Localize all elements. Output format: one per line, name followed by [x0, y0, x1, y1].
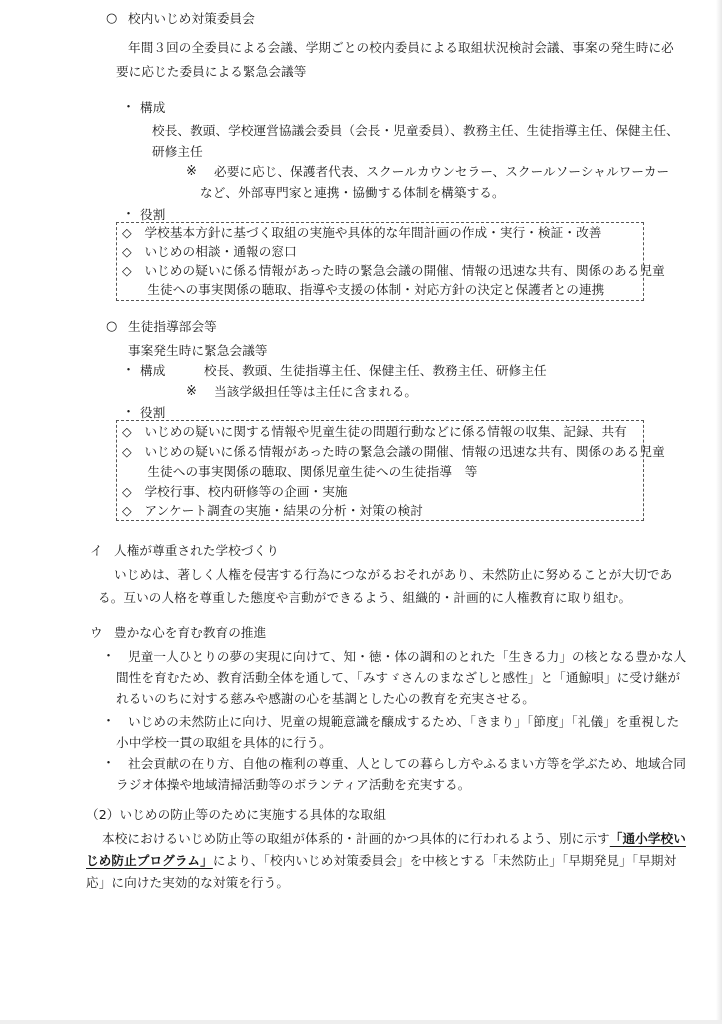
role-item: ◇ いじめの疑いに係る情報があった時の緊急会議の開催、情報の迅速な共有、関係のある児童 [122, 444, 665, 459]
composition-members: 校長、教頭、生徒指導主任、保健主任、教務主任、研修主任 [204, 363, 547, 378]
committee-desc-line2: 要に応じた委員による緊急会議等 [116, 64, 307, 79]
dot-bullet-icon: ・ [122, 405, 136, 420]
note-line1: 必要に応じ、保護者代表、スクールカウンセラー、スクールソーシャルワーカー [214, 164, 670, 179]
role-item: ◇ 学校行事、校内研修等の企画・実施 [122, 484, 348, 499]
composition-line1: 校長、教頭、学校運営協議会委員（会長・児童委員）、教務主任、生徒指導主任、保健主任、 [152, 123, 679, 138]
role-item: ◇ アンケート調査の実施・結果の分析・対策の検討 [122, 503, 423, 518]
heart-education-heading: 豊かな心を育む教育の推進 [114, 625, 267, 640]
role-item: ◇ いじめの疑いに関する情報や児童生徒の問題行動などに係る情報の収集、記録、共有 [122, 424, 627, 439]
dot-bullet-icon: ・ [102, 649, 116, 664]
bullet2-line1: いじめの未然防止に向け、児童の規範意識を醸成するため、「きまり」「節度」「礼儀」を重視した [128, 714, 680, 729]
prevention-line2-text: により、「校内いじめ対策委員会」を中核とする「未然防止」「早期発見」「早期対 [212, 853, 677, 868]
section-mark-i: イ [90, 543, 103, 558]
program-name-highlight: 「通小学校い [609, 831, 686, 846]
note-line: 当該学級担任等は主任に含まれる。 [214, 384, 418, 399]
committee-heading: 校内いじめ対策委員会 [128, 11, 255, 26]
role-label: 役割 [140, 207, 166, 222]
prevention-line2 [86, 852, 676, 870]
bullet1-line2: 間性を育むため、教育活動全体を通して、「みすゞさんのまなざしと感性」と「通鯨唄」に受け継が [116, 670, 681, 685]
dot-bullet-icon: ・ [102, 714, 116, 729]
role-label: 役割 [140, 405, 166, 420]
dot-bullet-icon: ・ [122, 363, 136, 378]
circle-bullet-icon: ○ [106, 11, 118, 26]
dot-bullet-icon: ・ [122, 100, 136, 115]
guidance-desc: 事案発生時に緊急会議等 [128, 343, 268, 358]
prevention-heading: （2）いじめの防止等のために実施する具体的な取組 [86, 807, 387, 822]
role-item: ◇ 学校基本方針に基づく取組の実施や具体的な年間計画の作成・実行・検証・改善 [122, 225, 602, 240]
circle-bullet-icon: ○ [106, 319, 118, 334]
bullet2-line2: 小中学校一貫の取組を具体的に行う。 [116, 735, 332, 750]
bullet1-line1: 児童一人ひとりの夢の実現に向けて、知・徳・体の調和のとれた「生きる力」の核となる豊かな人 [128, 649, 687, 664]
note-mark-icon: ※ [186, 384, 197, 399]
role-item: ◇ いじめの相談・通報の窓口 [122, 244, 297, 259]
prevention-line1 [102, 830, 686, 848]
bullet1-line3: れるいのちに対する慈みや感謝の心を基調とした心の教育を充実させる。 [116, 691, 535, 706]
human-rights-heading: 人権が尊重された学校づくり [114, 543, 280, 558]
bullet3-line1: 社会貢献の在り方、自他の権利の尊重、人としての暮らし方やふるまい方等を学ぶため、地域合同 [128, 756, 687, 771]
human-rights-para1: いじめは、著しく人権を侵害する行為につながるおそれがあり、未然防止に努めることが大切であ [114, 567, 673, 582]
role-item: 生徒への事実関係の聴取、関係児童生徒への生徒指導 等 [122, 464, 478, 479]
human-rights-para2: る。互いの人格を尊重した態度や言動ができるよう、組織的・計画的に人権教育に取り組む。 [98, 590, 632, 605]
bullet3-line2: ラジオ体操や地域清掃活動等のボランティア活動を充実する。 [116, 777, 471, 792]
composition-label: 構成 [140, 100, 166, 115]
dot-bullet-icon: ・ [122, 207, 136, 222]
composition-line2: 研修主任 [152, 144, 203, 159]
section-mark-u: ウ [90, 625, 103, 640]
role-item: ◇ いじめの疑いに係る情報があった時の緊急会議の開催、情報の迅速な共有、関係のある児童 [122, 263, 665, 278]
scan-edge-shadow [716, 0, 722, 1024]
dot-bullet-icon: ・ [102, 756, 116, 771]
composition-label: 構成 [140, 363, 166, 378]
guidance-heading: 生徒指導部会等 [128, 319, 217, 334]
prevention-line1-text: 本校におけるいじめ防止等の取組が体系的・計画的かつ具体的に行われるよう、別に示す [102, 831, 610, 846]
role-item: 生徒への事実関係の聴取、指導や支援の体制・対応方針の決定と保護者との連携 [122, 282, 605, 297]
note-line2: など、外部専門家と連携・協働する体制を構築する。 [200, 185, 505, 200]
note-mark-icon: ※ [186, 164, 197, 179]
scan-bottom-edge [0, 1020, 722, 1024]
committee-desc-line1: 年間３回の全委員による会議、学期ごとの校内委員による取組状況検討会議、事案の発生時に必 [128, 40, 674, 55]
program-name-highlight: じめ防止プログラム」 [86, 853, 213, 868]
prevention-line3: 応」に向けた実効的な対策を行う。 [86, 875, 290, 890]
